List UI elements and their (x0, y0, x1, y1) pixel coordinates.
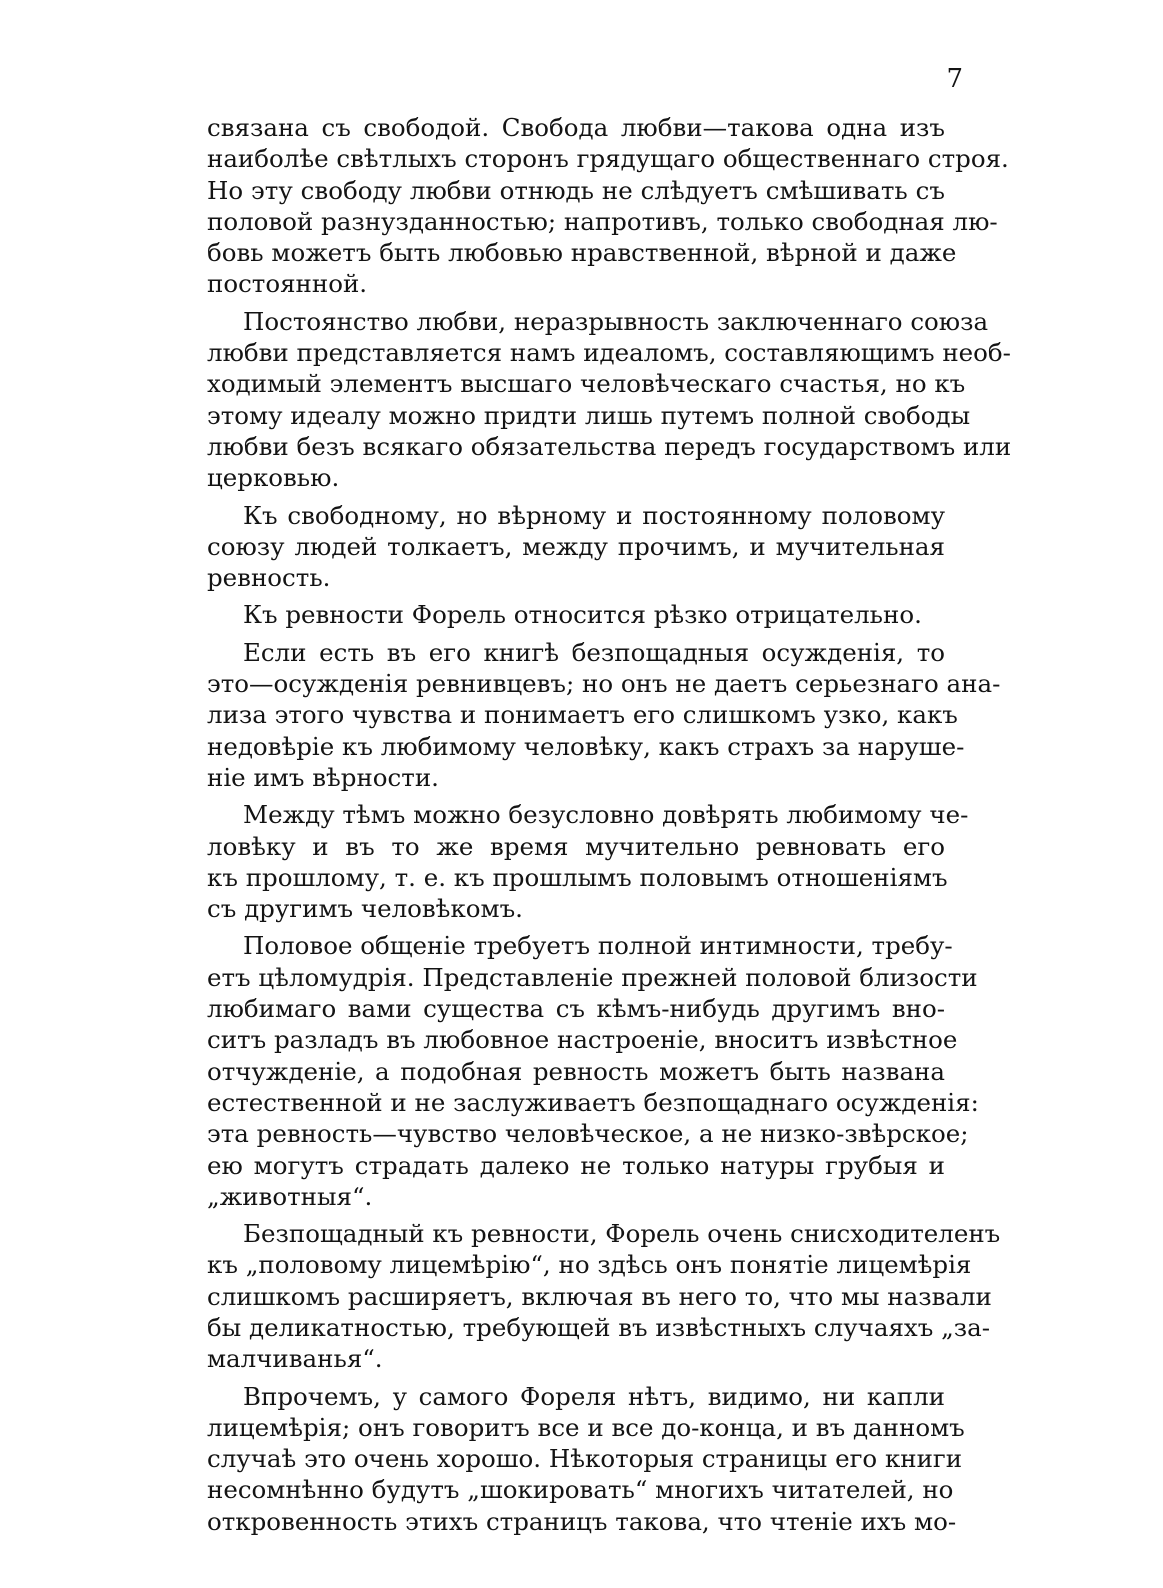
text-line: лиза этого чувства и понимаетъ его слишкомъ узко, какъ (207, 700, 958, 730)
text-line: откровенность этихъ страницъ такова, что чтеніе ихъ мо- (207, 1506, 957, 1536)
text-body (207, 112, 1012, 1537)
paragraph (207, 1381, 965, 1537)
text-line: Постоянство любви, неразрывность заключеннаго союза (243, 306, 989, 336)
text-line: Впрочемъ, у самого Фореля нѣтъ, видимо, ни капли (243, 1381, 945, 1411)
text-line: этому идеалу можно придти лишь путемъ полной свободы (207, 400, 971, 430)
text-line: етъ цѣломудрія. Представленіе прежней половой близости (207, 962, 978, 992)
text-line: бовь можетъ быть любовью нравственной, вѣрной и даже (207, 238, 957, 268)
paragraph (207, 112, 1009, 300)
text-line: союзу людей толкаетъ, между прочимъ, и мучительная (207, 531, 945, 561)
text-line: случаѣ это очень хорошо. Нѣкоторыя страницы его книги (207, 1444, 963, 1474)
paragraph (207, 930, 979, 1212)
text-line: ніе имъ вѣрности. (207, 762, 439, 792)
text-line: половой разнузданностью; напротивъ, только свободная лю- (207, 206, 998, 236)
text-line: постоянной. (207, 269, 368, 299)
text-line: ловѣку и въ то же время мучительно ревновать его (207, 831, 945, 861)
paragraph (207, 1218, 1001, 1374)
text-line: ситъ разладъ въ любовное настроеніе, вноситъ извѣстное (207, 1025, 958, 1055)
paragraph (207, 799, 969, 924)
text-line: Безпощадный къ ревности, Форель очень снисходителенъ (243, 1219, 1001, 1249)
text-line: ревность. (207, 563, 331, 593)
text-line: „животныя“. (207, 1181, 373, 1211)
text-line: ходимый элементъ высшаго человѣческаго счастья, но къ (207, 369, 966, 399)
text-line: недовѣріе къ любимому человѣку, какъ страхъ за наруше- (207, 731, 965, 761)
text-line: любви безъ всякаго обязательства передъ государствомъ или (207, 431, 1012, 461)
text-line: слишкомъ расширяетъ, включая въ него то, что мы назвали (207, 1281, 992, 1311)
text-line: ею могутъ страдать далеко не только натуры грубыя и (207, 1150, 945, 1180)
text-line: несомнѣнно будутъ „шокировать“ многихъ читателей, но (207, 1475, 954, 1505)
text-line: отчужденіе, а подобная ревность можетъ быть названа (207, 1056, 945, 1086)
text-line: любви представляется намъ идеаломъ, составляющимъ необ- (207, 338, 1011, 368)
text-line: это—осужденія ревнивцевъ; но онъ не даетъ серьезнаго ана- (207, 669, 1001, 699)
paragraph (207, 599, 945, 630)
page-number: 7 (946, 64, 963, 94)
text-line: естественной и не заслуживаетъ безпощаднаго осужденія: (207, 1087, 979, 1117)
text-line: къ „половому лицемѣрію“, но здѣсь онъ понятіе лицемѣрія (207, 1250, 972, 1280)
text-line: бы деликатностью, требующей въ извѣстныхъ случаяхъ „за- (207, 1312, 991, 1342)
text-line: связана съ свободой. Свобода любви—такова одна изъ (207, 113, 945, 142)
text-line: съ другимъ человѣкомъ. (207, 894, 523, 924)
text-line: Къ ревности Форель относится рѣзко отрицательно. (243, 600, 922, 630)
text-line: любимаго вами существа съ кѣмъ-нибудь другимъ вно- (207, 994, 945, 1024)
text-line: Но эту свободу любви отнюдь не слѣдуетъ смѣшивать съ (207, 175, 945, 205)
text-line: къ прошлому, т. е. къ прошлымъ половымъ отношеніямъ (207, 862, 948, 892)
text-line: Половое общеніе требуетъ полной интимности, требу- (243, 931, 953, 961)
text-line: малчиванья“. (207, 1344, 383, 1374)
paragraph (207, 637, 1001, 793)
text-line: Къ свободному, но вѣрному и постоянному половому (243, 500, 945, 530)
text-line: эта ревность—чувство человѣческое, а не низко-звѣрское; (207, 1119, 969, 1149)
text-line: лицемѣрія; онъ говоритъ все и все до-конца, и въ данномъ (207, 1412, 965, 1442)
text-line: церковью. (207, 463, 340, 493)
text-line: Между тѣмъ можно безусловно довѣрять любимому че- (243, 800, 969, 830)
text-line: наиболѣе свѣтлыхъ сторонъ грядущаго общественнаго строя. (207, 144, 1009, 174)
paragraph (207, 500, 945, 594)
text-line: Если есть въ его книгѣ безпощадныя осужденія, то (243, 637, 945, 667)
paragraph (207, 306, 1012, 494)
